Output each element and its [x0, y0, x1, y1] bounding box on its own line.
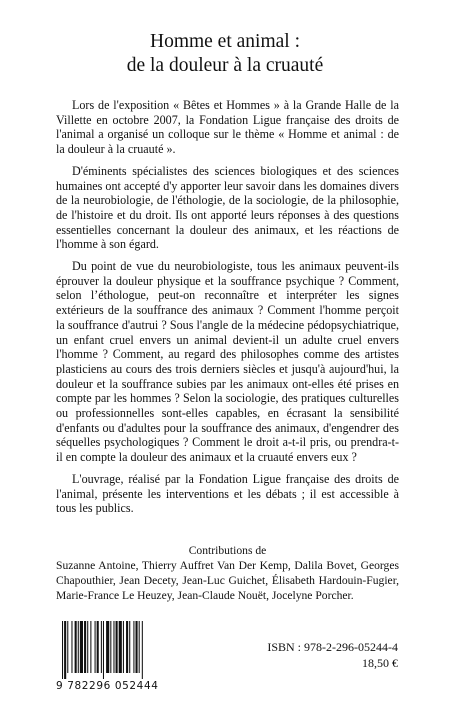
- barcode-bar: [119, 621, 122, 673]
- contributors-heading: Contributions de: [188, 544, 267, 557]
- barcode-bar: [67, 621, 68, 673]
- title-line-2: de la douleur à la cruauté: [126, 55, 324, 76]
- contributors-block: [56, 543, 399, 603]
- barcode-bar: [129, 621, 130, 673]
- barcode-bar: [78, 621, 79, 673]
- barcode-bar: [95, 621, 96, 673]
- isbn-number: ISBN : 978-2-296-05244-4: [267, 640, 398, 654]
- barcode-bar: [62, 621, 63, 679]
- barcode-bar: [136, 621, 138, 673]
- barcode-bar: [142, 621, 143, 679]
- contributors-list: Suzanne Antoine, Thierry Auffret Van Der Kemp, Dalila Bovet, Georges Chapouthier, Jean Decety, Jean-Luc Guichet, Élisabeth Hardouin-Fugier, Marie-France Le Heuzey, Jean-Claude Nouët, Jocelyne Porcher.: [56, 559, 399, 602]
- paragraph-questions: Du point de vue du neurobiologiste, tous les animaux peuvent-ils éprouver la douleur physique et la souffrance psychique ? Comment, selon l’éthologue, peut-on reconnaître et interpréter les signes extérieurs de la souffrance des animaux ? Comment l'homme perçoit la souffrance d'autrui ? Sous l'angle de la médecine pédopsychiatrique, un enfant cruel envers un animal devient-il un adulte cruel envers l'homme ? Comment, au regard des philosophes comme des artistes plasticiens au cours des trois derniers siècles et jusqu'à aujourd'hui, la douleur et la souffrance subies par les animaux ont-elles été prises en compte par les hommes ? Selon la sociologie, des pratiques culturelles ou professionnelles sont-elles capables, en écrasant la sensibilité d'enfants ou d'adultes pour la souffrance des animaux, d'engendrer des séquelles psychologiques ? Comment le droit a-t-il pris, ou prendra-t-il en compte la douleur des animaux et la cruauté envers eux ?: [56, 259, 399, 465]
- barcode-bar: [64, 621, 66, 679]
- title-line-1: Homme et animal :: [149, 31, 300, 52]
- barcode-bar: [103, 621, 104, 679]
- back-cover-text: [56, 98, 399, 523]
- paragraph-exposition: Lors de l'exposition « Bêtes et Hommes » à la Grande Halle de la Villette en octobre 2007, la Fondation Ligue française des droits de l'animal a organisé un colloque sur le thème « Homme et animal : de la douleur à la cruauté ».: [56, 98, 399, 157]
- book-title: [0, 30, 450, 78]
- barcode-bar: [113, 621, 114, 673]
- barcode-icon: [56, 621, 178, 683]
- barcode-bar: [90, 621, 91, 673]
- barcode-bar: [71, 621, 72, 673]
- barcode-bar: [133, 621, 134, 673]
- price: 18,50 €: [362, 656, 398, 670]
- barcode-bar: [123, 621, 124, 673]
- barcode-bar: [97, 621, 99, 673]
- barcode-bar: [75, 621, 77, 673]
- barcode-bar: [106, 621, 109, 673]
- barcode-bar: [110, 621, 111, 673]
- barcode-bar: [126, 621, 128, 673]
- barcode-bar: [84, 621, 86, 673]
- barcode-bar: [101, 621, 102, 673]
- barcode-digits: 9 782296 052444: [56, 680, 159, 692]
- paragraph-specialists: D'éminents spécialistes des sciences biologiques et des sciences humaines ont accepté d'y apporter leur savoir dans les domaines divers de la neurobiologie, de l'éthologie, de la sociologie, de la philosophie, de l'histoire et du droit. Ils ont apporté leurs réponses à des questions essentielles concernant la douleur des animaux, et les réactions de l'homme à son égard.: [56, 163, 399, 252]
- barcode-bar: [116, 621, 118, 673]
- barcode-bar: [87, 621, 88, 673]
- barcode-bar: [139, 621, 140, 673]
- barcode-bar: [80, 621, 83, 673]
- paragraph-ouvrage: L'ouvrage, réalisé par la Fondation Ligue française des droits de l'animal, présente les interventions et les débats ; il est accessible à tous les publics.: [56, 471, 399, 516]
